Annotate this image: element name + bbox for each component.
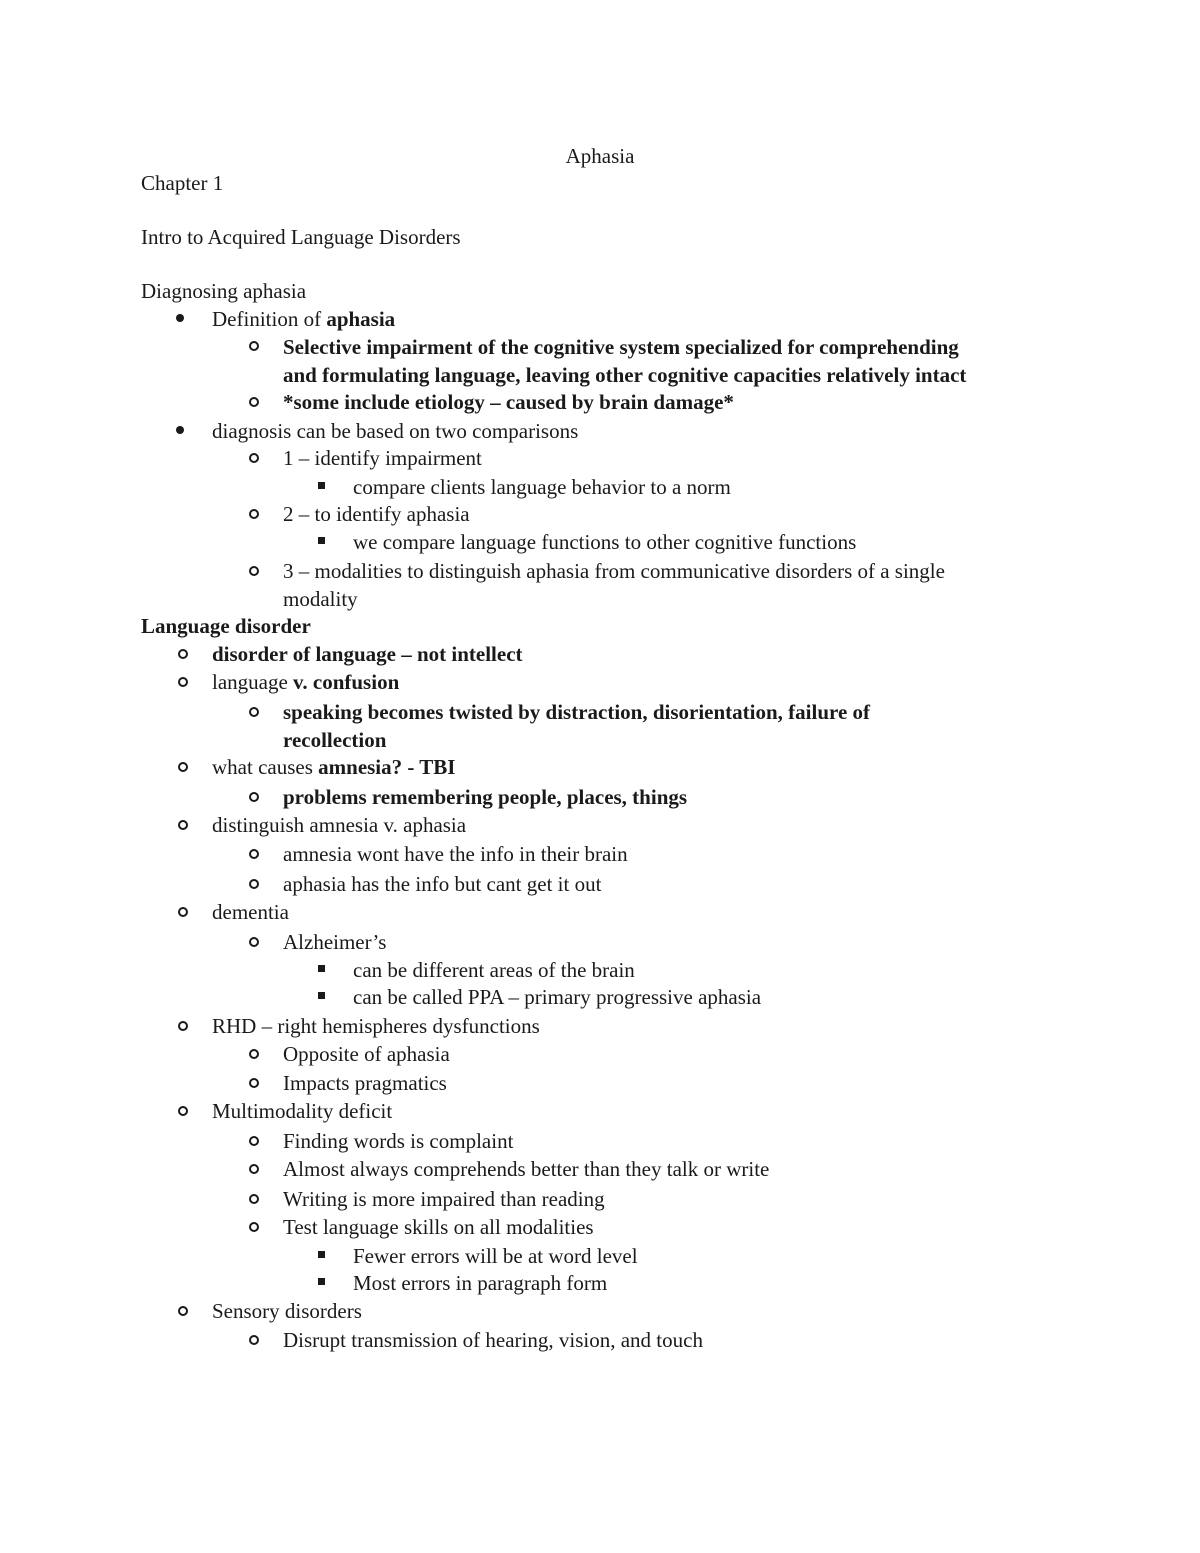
- list-item: 3 – modalities to distinguish aphasia from communicative disorders of a single: [283, 559, 945, 583]
- bullet-circle: [178, 677, 188, 687]
- bullet-circle: [249, 1194, 259, 1204]
- list-item: Alzheimer’s: [283, 930, 387, 954]
- list-item: Impacts pragmatics: [283, 1071, 447, 1095]
- bullet-circle: [249, 566, 259, 576]
- list-item: Almost always comprehends better than they talk or write: [283, 1157, 770, 1181]
- bullet-dot: [176, 314, 184, 322]
- list-item: aphasia has the info but cant get it out: [283, 872, 602, 896]
- list-item: amnesia wont have the info in their brain: [283, 842, 628, 866]
- confusion-prefix: language: [212, 670, 294, 694]
- bullet-circle: [178, 907, 188, 917]
- bullet-circle: [249, 341, 259, 351]
- bullet-circle: [249, 1078, 259, 1088]
- list-item: problems remembering people, places, things: [283, 785, 688, 809]
- definition-prefix: Definition of: [212, 307, 327, 331]
- list-item: Test language skills on all modalities: [283, 1215, 594, 1239]
- list-item: can be called PPA – primary progressive aphasia: [353, 985, 762, 1009]
- bullet-circle: [249, 1136, 259, 1146]
- bullet-circle: [249, 849, 259, 859]
- list-item: [212, 668, 399, 696]
- bullet-circle: [249, 1049, 259, 1059]
- amnesia-prefix: what causes: [212, 755, 319, 779]
- bullet-circle: [249, 1335, 259, 1345]
- list-item: 2 – to identify aphasia: [283, 502, 470, 526]
- confusion-term: v. confusion: [293, 670, 400, 694]
- list-item: distinguish amnesia v. aphasia: [212, 813, 467, 837]
- bullet-circle: [249, 879, 259, 889]
- diagnosing-heading: Diagnosing aphasia: [141, 279, 307, 303]
- list-item: compare clients language behavior to a norm: [353, 475, 731, 499]
- bullet-circle: [249, 792, 259, 802]
- bullet-square: [318, 1251, 325, 1258]
- list-item-continued: and formulating language, leaving other cognitive capacities relatively intact: [283, 363, 967, 387]
- list-item: Sensory disorders: [212, 1299, 362, 1323]
- list-item: diagnosis can be based on two comparisons: [212, 419, 579, 443]
- list-item: Disrupt transmission of hearing, vision, and touch: [283, 1328, 703, 1352]
- list-item-continued: modality: [283, 587, 358, 611]
- bullet-circle: [249, 1222, 259, 1232]
- list-item: Finding words is complaint: [283, 1129, 514, 1153]
- list-item: dementia: [212, 900, 289, 924]
- list-item: [212, 753, 455, 781]
- bullet-circle: [178, 762, 188, 772]
- bullet-circle: [249, 937, 259, 947]
- chapter-label: Chapter 1: [141, 171, 224, 195]
- bullet-circle: [249, 397, 259, 407]
- list-item: *some include etiology – caused by brain damage*: [283, 390, 734, 414]
- list-item: Writing is more impaired than reading: [283, 1187, 605, 1211]
- list-item: we compare language functions to other cognitive functions: [353, 530, 857, 554]
- bullet-square: [318, 482, 325, 489]
- list-item: Selective impairment of the cognitive system specialized for comprehending: [283, 335, 959, 359]
- bullet-circle: [178, 649, 188, 659]
- bullet-circle: [178, 1106, 188, 1116]
- bullet-square: [318, 965, 325, 972]
- bullet-circle: [249, 453, 259, 463]
- bullet-dot: [176, 426, 184, 434]
- bullet-circle: [178, 820, 188, 830]
- list-item: RHD – right hemispheres dysfunctions: [212, 1014, 540, 1038]
- document-title: Aphasia: [565, 144, 635, 168]
- list-item: Fewer errors will be at word level: [353, 1244, 638, 1268]
- list-item: speaking becomes twisted by distraction, disorientation, failure of: [283, 700, 871, 724]
- list-item-continued: recollection: [283, 728, 387, 752]
- list-item: Most errors in paragraph form: [353, 1271, 608, 1295]
- list-item: 1 – identify impairment: [283, 446, 482, 470]
- bullet-square: [318, 537, 325, 544]
- bullet-circle: [249, 509, 259, 519]
- amnesia-term: amnesia? - TBI: [318, 755, 456, 779]
- bullet-square: [318, 1278, 325, 1285]
- list-item: disorder of language – not intellect: [212, 642, 523, 666]
- list-item: Multimodality deficit: [212, 1099, 393, 1123]
- list-item: can be different areas of the brain: [353, 958, 635, 982]
- intro-heading: Intro to Acquired Language Disorders: [141, 225, 461, 249]
- bullet-circle: [249, 1164, 259, 1174]
- list-item: Opposite of aphasia: [283, 1042, 450, 1066]
- bullet-circle: [249, 707, 259, 717]
- bullet-square: [318, 992, 325, 999]
- definition-term: aphasia: [326, 307, 396, 331]
- bullet-circle: [178, 1306, 188, 1316]
- list-item: [212, 305, 395, 333]
- bullet-circle: [178, 1021, 188, 1031]
- language-disorder-heading: Language disorder: [141, 614, 311, 638]
